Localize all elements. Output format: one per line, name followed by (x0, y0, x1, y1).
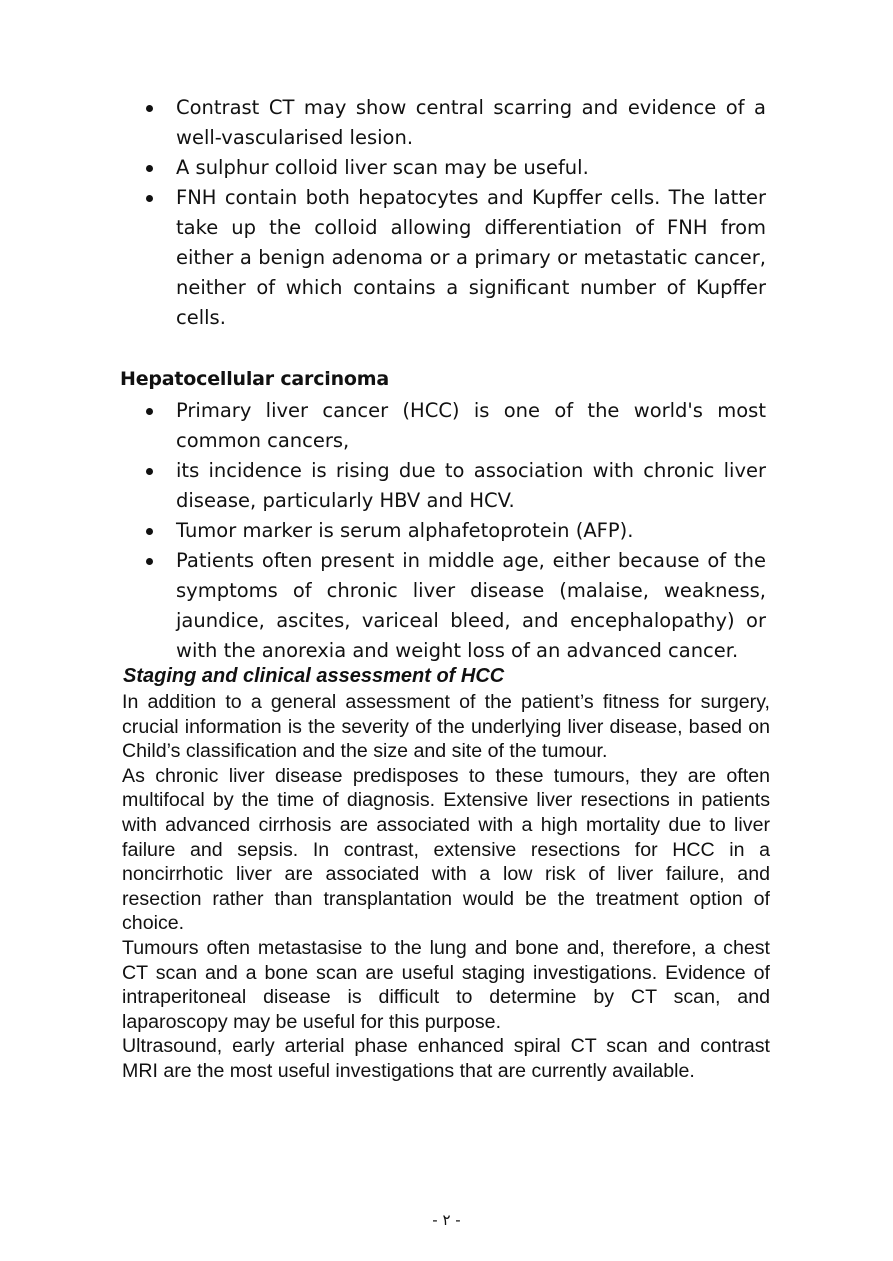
list-item (146, 93, 766, 153)
paragraph: Ultrasound, early arterial phase enhanced spiral CT scan and contrast MRI are the most useful investigations that are currently available. (122, 1035, 770, 1082)
list-item-text: Contrast CT may show central scarring and evidence of a well-vascularised lesion. (176, 96, 766, 149)
paragraph: In addition to a general assessment of the patient’s fitness for surgery, crucial information is the severity of the underlying liver disease, based on Child’s classification and the size and site of the tumour. (122, 691, 770, 763)
section-heading-staging: Staging and clinical assessment of HCC (123, 665, 505, 687)
page-number: - ٢ - (432, 1211, 461, 1229)
section-heading-hcc: Hepatocellular carcinoma (120, 368, 389, 390)
bullet-icon (146, 195, 153, 202)
list-item-text: Tumor marker is serum alphafetoprotein (AFP). (176, 519, 634, 542)
list-item-text: FNH contain both hepatocytes and Kupffer cells. The latter take up the colloid allowing differentiation of FNH from either a benign adenoma or a primary or metastatic cancer, neither of which contains a significant number of Kupffer cells. (176, 186, 766, 329)
list-item (146, 516, 766, 546)
bullet-icon (146, 468, 153, 475)
bullet-icon (146, 165, 153, 172)
staging-body (122, 690, 770, 1084)
list-item (146, 546, 766, 666)
list-item (146, 396, 766, 456)
hcc-bullet-list (146, 396, 766, 666)
paragraph: As chronic liver disease predisposes to these tumours, they are often multifocal by the time of diagnosis. Extensive liver resections in patients with advanced cirrhosis are associated with a high mortality due to liver failure and sepsis. In contrast, extensive resections for HCC in a noncirrhotic liver are associated with a low risk of liver failure, and resection rather than transplantation would be the treatment option of choice. (122, 764, 770, 935)
list-item (146, 456, 766, 516)
list-item (146, 183, 766, 333)
list-item-text: its incidence is rising due to association with chronic liver disease, particularly HBV and HCV. (176, 459, 766, 512)
fnh-bullet-list (146, 93, 766, 333)
bullet-icon (146, 408, 153, 415)
list-item-text: Patients often present in middle age, either because of the symptoms of chronic liver disease (malaise, weakness, jaundice, ascites, variceal bleed, and encephalopathy) or with the anorexia and weight loss of an advanced cancer. (176, 549, 766, 662)
bullet-icon (146, 558, 153, 565)
paragraph: Tumours often metastasise to the lung and bone and, therefore, a chest CT scan and a bone scan are useful staging investigations. Evidence of intraperitoneal disease is difficult to determine by CT scan, and laparoscopy may be useful for this purpose. (122, 936, 770, 1033)
list-item (146, 153, 766, 183)
list-item-text: A sulphur colloid liver scan may be useful. (176, 156, 589, 179)
bullet-icon (146, 528, 153, 535)
list-item-text: Primary liver cancer (HCC) is one of the world's most common cancers, (176, 399, 766, 452)
bullet-icon (146, 105, 153, 112)
